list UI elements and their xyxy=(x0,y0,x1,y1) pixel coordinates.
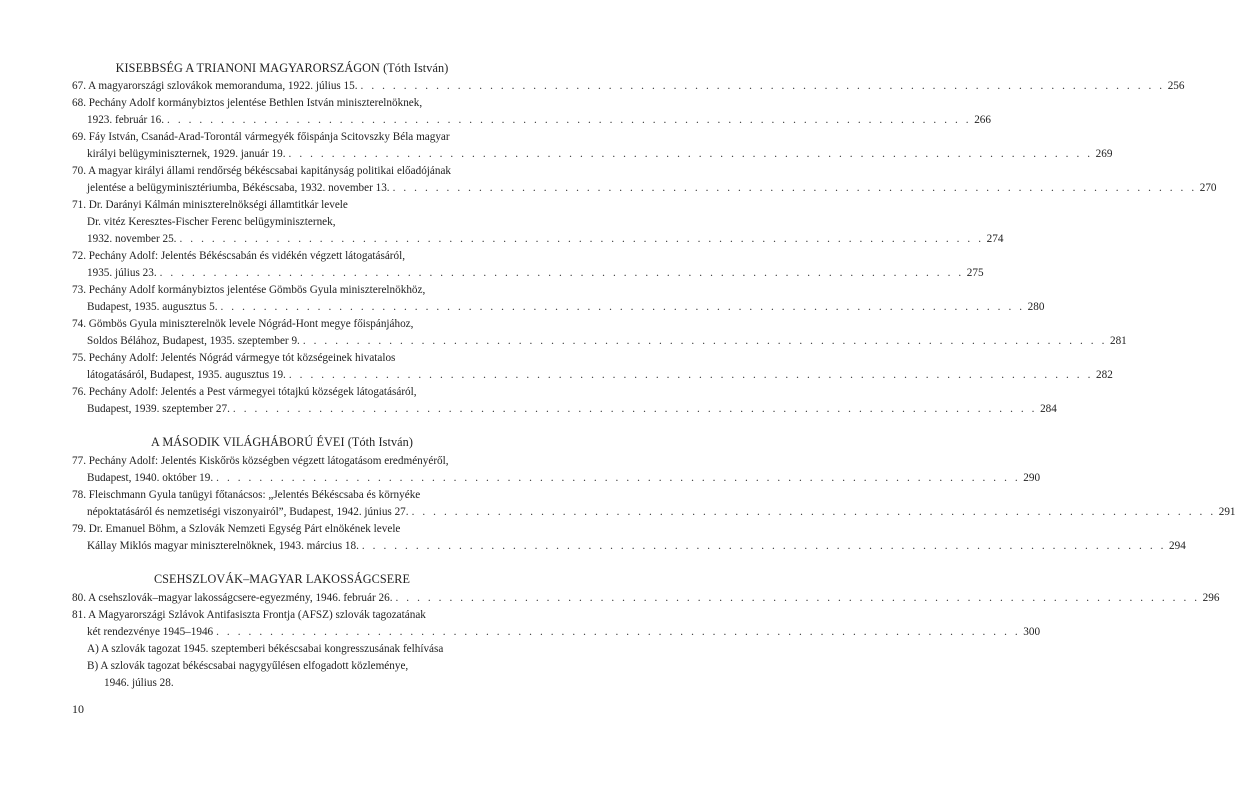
entry-text: Kállay Miklós magyar miniszterelnöknek, 1943. március 18. xyxy=(87,540,359,552)
entry-text: B) A szlovák tagozat békéscsabai nagygyűlésen elfogadott közleménye, xyxy=(87,660,409,672)
entry-text: 71. Dr. Darányi Kálmán miniszterelnökségi államtitkár levele xyxy=(72,199,348,211)
toc-line xyxy=(87,333,1127,350)
page-ref: 284 xyxy=(1040,403,1057,415)
page-ref: 270 xyxy=(1199,182,1217,194)
dot-leader: . . . . . . . . . . . . . . . . . . . . . . . . . . . . . . . . . . . . . . . . . . . . . . . . . . . . . . . . . . . . . . . . . . . . . . . . . . . xyxy=(361,540,1167,552)
toc-line xyxy=(87,112,991,129)
page-number: 10 xyxy=(72,702,84,716)
entry-text: 73. Pechány Adolf kormánybiztos jelentése Gömbös Gyula miniszterelnökhöz, xyxy=(72,284,426,296)
entry-text: királyi belügyminiszternek, 1929. január 19. xyxy=(87,148,286,160)
page-ref: 290 xyxy=(1023,472,1041,484)
page-ref: 300 xyxy=(1023,626,1041,638)
page-ref: 256 xyxy=(1167,80,1185,92)
entry-text: népoktatásáról és nemzetiségi viszonyairól”, Budapest, 1942. június 27. xyxy=(87,506,409,518)
toc-line xyxy=(87,367,1113,384)
entry-text: Soldos Bélához, Budapest, 1935. szeptember 9. xyxy=(87,335,300,347)
entry-text: 72. Pechány Adolf: Jelentés Békéscsabán és vidékén végzett látogatásáról, xyxy=(72,250,406,262)
dot-leader: . . . . . . . . . . . . . . . . . . . . . . . . . . . . . . . . . . . . . . . . . . . . . . . . . . . . . . . . . . . . . . . . . . . . . . . . . . . xyxy=(288,369,1093,381)
toc-line xyxy=(87,299,1045,316)
section-heading-ww2: A MÁSODIK VILÁGHÁBORÚ ÉVEI (Tóth István) xyxy=(150,435,414,449)
entry-text: Dr. vitéz Keresztes-Fischer Ferenc belügyminiszternek, xyxy=(87,216,336,228)
dot-leader: . . . . . . . . . . . . . . . . . . . . . . . . . . . . . . . . . . . . . . . . . . . . . . . . . . . . . . . . . . . . . . . . . . . . . . . . . . . xyxy=(288,148,1093,160)
dot-leader: . . . . . . . . . . . . . . . . . . . . . . . . . . . . . . . . . . . . . . . . . . . . . . . . . . . . . . . . . . . . . . . . . . . . . . . . . . . xyxy=(395,592,1200,604)
entry-text: 80. A csehszlovák–magyar lakosságcsere-egyezmény, 1946. február 26. xyxy=(72,592,393,604)
entry-text: 76. Pechány Adolf: Jelentés a Pest vármegyei tótajkú községek látogatásáról, xyxy=(72,386,417,398)
entry-text: 67. A magyarországi szlovákok memoranduma, 1922. július 15. xyxy=(72,80,358,92)
dot-leader: . . . . . . . . . . . . . . . . . . . . . . . . . . . . . . . . . . . . . . . . . . . . . . . . . . . . . . . . . . . . . . . . . . . . . . . . . . . xyxy=(216,626,1021,638)
entry-text: jelentése a belügyminisztériumba, Békéscsaba, 1932. november 13. xyxy=(87,182,390,194)
page-ref: 266 xyxy=(974,114,991,126)
toc-line xyxy=(87,401,1057,418)
page-ref: 275 xyxy=(966,267,984,279)
toc-line xyxy=(72,590,1220,607)
toc-line xyxy=(87,624,1041,641)
entry-text: 78. Fleischmann Gyula tanügyi főtanácsos: „Jelentés Békéscsaba és környéke xyxy=(72,489,421,501)
entry-text: 77. Pechány Adolf: Jelentés Kiskőrös községben végzett látogatásom eredményéről, xyxy=(72,455,449,467)
toc-line xyxy=(87,231,1004,248)
entry-text: 68. Pechány Adolf kormánybiztos jelentése Bethlen István miniszterelnöknek, xyxy=(72,97,423,109)
entry-text: Budapest, 1935. augusztus 5. xyxy=(87,301,218,313)
dot-leader: . . . . . . . . . . . . . . . . . . . . . . . . . . . . . . . . . . . . . . . . . . . . . . . . . . . . . . . . . . . . . . . . . . . . . . . . . . . xyxy=(232,403,1038,415)
entry-text: 81. A Magyarországi Szlávok Antifasiszta Frontja (AFSZ) szlovák tagozatának xyxy=(72,609,426,621)
toc-line xyxy=(87,265,984,282)
section-heading-population-exchange: CSEHSZLOVÁK–MAGYAR LAKOSSÁGCSERE xyxy=(153,572,411,586)
entry-text: látogatásáról, Budapest, 1935. augusztus 19. xyxy=(87,369,286,381)
dot-leader: . . . . . . . . . . . . . . . . . . . . . . . . . . . . . . . . . . . . . . . . . . . . . . . . . . . . . . . . . . . . . . . . . . . . . . . . . . . xyxy=(179,233,984,245)
entry-text: 74. Gömbös Gyula miniszterelnök levele Nógrád-Hont megye főispánjához, xyxy=(72,318,414,330)
entry-text: két rendezvénye 1945–1946 xyxy=(87,626,214,638)
dot-leader: . . . . . . . . . . . . . . . . . . . . . . . . . . . . . . . . . . . . . . . . . . . . . . . . . . . . . . . . . . . . . . . . . . . . . . . . . . . xyxy=(167,114,972,126)
toc-line xyxy=(72,78,1185,95)
entry-text: Budapest, 1940. október 19. xyxy=(87,472,214,484)
page-ref: 280 xyxy=(1027,301,1045,313)
entry-text: 1923. február 16. xyxy=(87,114,165,126)
entry-text: Budapest, 1939. szeptember 27. xyxy=(87,403,230,415)
page-ref: 269 xyxy=(1095,148,1113,160)
page-ref: 282 xyxy=(1096,369,1113,381)
dot-leader: . . . . . . . . . . . . . . . . . . . . . . . . . . . . . . . . . . . . . . . . . . . . . . . . . . . . . . . . . . . . . . . . . . . . . . . . . . . xyxy=(220,301,1025,313)
page-ref: 291 xyxy=(1218,506,1236,518)
toc-line xyxy=(87,504,1236,521)
entry-text: 1935. július 23. xyxy=(87,267,157,279)
entry-text: 70. A magyar királyi állami rendőrség békéscsabai kapitányság politikai előadójának xyxy=(72,165,452,177)
toc-line xyxy=(87,180,1217,197)
section-heading-trianon: KISEBBSÉG A TRIANONI MAGYARORSZÁGON (Tóth István) xyxy=(115,61,449,75)
entry-text: 79. Dr. Emanuel Böhm, a Szlovák Nemzeti Egység Párt elnökének levele xyxy=(72,523,401,535)
toc-line xyxy=(87,146,1113,163)
dot-leader: . . . . . . . . . . . . . . . . . . . . . . . . . . . . . . . . . . . . . . . . . . . . . . . . . . . . . . . . . . . . . . . . . . . . . . . . . . . xyxy=(302,335,1107,347)
page-ref: 281 xyxy=(1109,335,1127,347)
entry-text: 75. Pechány Adolf: Jelentés Nógrád vármegye tót községeinek hivatalos xyxy=(72,352,396,364)
dot-leader: . . . . . . . . . . . . . . . . . . . . . . . . . . . . . . . . . . . . . . . . . . . . . . . . . . . . . . . . . . . . . . . . . . . . . . . . . . . xyxy=(411,506,1216,518)
entry-text: A) A szlovák tagozat 1945. szeptemberi békéscsabai kongresszusának felhívása xyxy=(87,643,444,655)
entry-text: 69. Fáy István, Csanád-Arad-Torontál vármegyék főispánja Scitovszky Béla magyar xyxy=(72,131,450,143)
dot-leader: . . . . . . . . . . . . . . . . . . . . . . . . . . . . . . . . . . . . . . . . . . . . . . . . . . . . . . . . . . . . . . . . . . . . . . . . . . . xyxy=(392,182,1197,194)
page-ref: 296 xyxy=(1202,592,1220,604)
entry-text: 1946. július 28. xyxy=(104,677,174,689)
page-ref: 274 xyxy=(986,233,1004,245)
entry-text: 1932. november 25. xyxy=(87,233,177,245)
toc-line xyxy=(87,538,1186,555)
page-ref: 294 xyxy=(1169,540,1186,552)
dot-leader: . . . . . . . . . . . . . . . . . . . . . . . . . . . . . . . . . . . . . . . . . . . . . . . . . . . . . . . . . . . . . . . . . . . . . . . . . . . xyxy=(159,267,964,279)
dot-leader: . . . . . . . . . . . . . . . . . . . . . . . . . . . . . . . . . . . . . . . . . . . . . . . . . . . . . . . . . . . . . . . . . . . . . . . . . . . xyxy=(216,472,1021,484)
toc-line xyxy=(87,470,1041,487)
dot-leader: . . . . . . . . . . . . . . . . . . . . . . . . . . . . . . . . . . . . . . . . . . . . . . . . . . . . . . . . . . . . . . . . . . . . . . . . . . . xyxy=(360,80,1165,92)
